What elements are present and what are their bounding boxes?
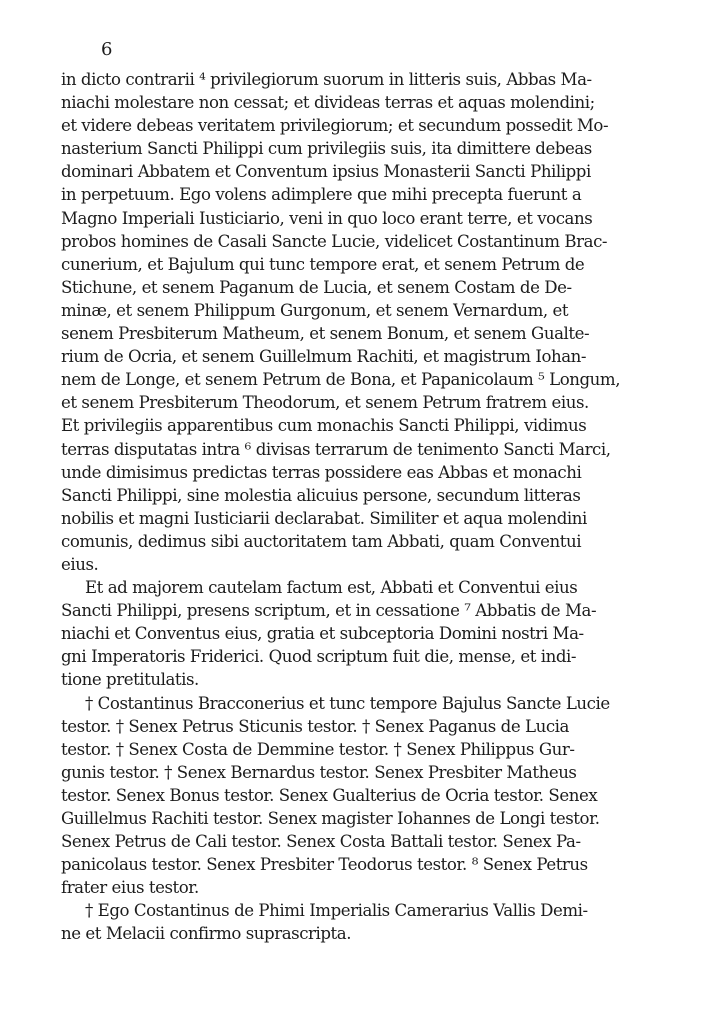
text-line: rium de Ocria, et senem Guillelmum Rachiti, et magistrum Iohan- xyxy=(61,347,587,367)
text-line: minæ, et senem Philippum Gurgonum, et senem Vernardum, et xyxy=(61,300,569,320)
text-line: niachi molestare non cessat; et divideas terras et aquas molendini; xyxy=(61,93,595,113)
text-line: senem Presbiterum Matheum, et senem Bonum, et senem Gualte- xyxy=(61,324,590,344)
text-line: ne et Melacii confirmo suprascripta. xyxy=(61,924,352,944)
text-line: Et ad majorem cautelam factum est, Abbati et Conventui eius xyxy=(85,578,578,598)
text-line: nasterium Sancti Philippi cum privilegiis suis, ita dimittere debeas xyxy=(61,139,592,159)
text-line: Senex Petrus de Cali testor. Senex Costa Battali testor. Senex Pa- xyxy=(61,832,581,852)
text-line: nem de Longe, et senem Petrum de Bona, et Papanicolaum ⁵ Longum, xyxy=(61,370,621,390)
text-line: et senem Presbiterum Theodorum, et senem Petrum fratrem eius. xyxy=(61,393,589,413)
text-line: gni Imperatoris Friderici. Quod scriptum fuit die, mense, et indi- xyxy=(61,647,577,667)
text-line: in dicto contrarii ⁴ privilegiorum suorum in litteris suis, Abbas Ma- xyxy=(61,70,592,89)
text-line: probos homines de Casali Sancte Lucie, videlicet Costantinum Brac- xyxy=(61,231,608,251)
text-line: comunis, dedimus sibi auctoritatem tam Abbati, quam Conventui xyxy=(61,531,582,551)
text-line: † Ego Costantinus de Phimi Imperialis Camerarius Vallis Demi- xyxy=(85,901,588,921)
text-line: testor. † Senex Petrus Sticunis testor. † Senex Paganus de Lucia xyxy=(61,716,569,736)
text-line: testor. Senex Bonus testor. Senex Gualterius de Ocria testor. Senex xyxy=(61,785,598,805)
text-line: Sancti Philippi, sine molestia alicuius persone, secundum litteras xyxy=(61,485,581,505)
document-page xyxy=(61,0,649,1024)
text-line: niachi et Conventus eius, gratia et subceptoria Domini nostri Ma- xyxy=(61,624,584,644)
text-line: † Costantinus Bracconerius et tunc tempore Bajulus Sancte Lucie xyxy=(85,693,610,713)
text-line: dominari Abbatem et Conventum ipsius Monasterii Sancti Philippi xyxy=(61,162,591,182)
text-line: cunerium, et Bajulum qui tunc tempore erat, et senem Petrum de xyxy=(61,254,585,274)
text-line: unde dimisimus predictas terras possidere eas Abbas et monachi xyxy=(61,462,582,482)
text-line: testor. † Senex Costa de Demmine testor. † Senex Philippus Gur- xyxy=(61,739,575,759)
text-line: tione pretitulatis. xyxy=(61,670,199,690)
page-number: 6 xyxy=(101,39,113,60)
text-line: in perpetuum. Ego volens adimplere que mihi precepta fuerunt a xyxy=(61,185,582,205)
text-line: et videre debeas veritatem privilegiorum; et secundum possedit Mo- xyxy=(61,116,609,136)
text-line: Sancti Philippi, presens scriptum, et in cessatione ⁷ Abbatis de Ma- xyxy=(61,601,597,621)
text-line: Et privilegiis apparentibus cum monachis Sancti Philippi, vidimus xyxy=(61,416,587,436)
text-line: Stichune, et senem Paganum de Lucia, et senem Costam de De- xyxy=(61,277,572,297)
text-line: eius. xyxy=(61,554,99,574)
text-line: gunis testor. † Senex Bernardus testor. Senex Presbiter Matheus xyxy=(61,762,577,782)
text-line: Magno Imperiali Iusticiario, veni in quo loco erant terre, et vocans xyxy=(61,208,593,228)
text-line: nobilis et magni Iusticiarii declarabat. Similiter et aqua molendini xyxy=(61,508,587,528)
body-text xyxy=(61,68,649,946)
text-line: frater eius testor. xyxy=(61,878,199,898)
text-line: terras disputatas intra ⁶ divisas terrarum de tenimento Sancti Marci, xyxy=(61,439,611,459)
text-line: Guillelmus Rachiti testor. Senex magister Iohannes de Longi testor. xyxy=(61,809,600,828)
text-line: panicolaus testor. Senex Presbiter Teodorus testor. ⁸ Senex Petrus xyxy=(61,855,588,875)
